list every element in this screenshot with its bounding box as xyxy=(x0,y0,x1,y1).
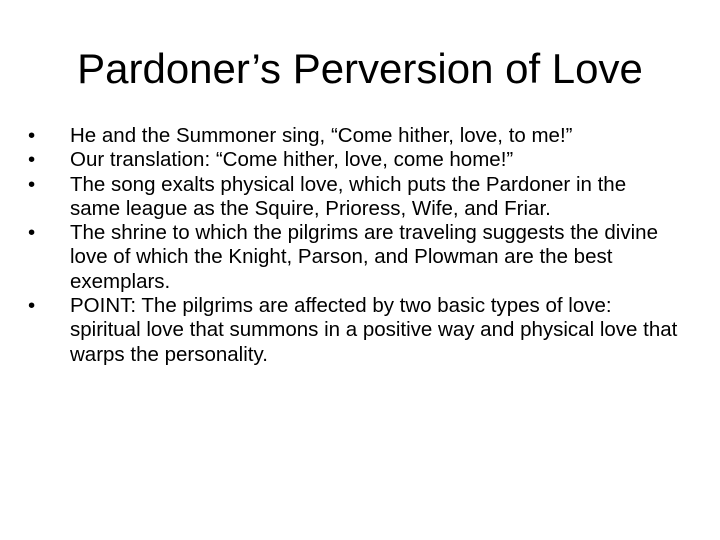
bullet-text: Our translation: “Come hither, love, come home!” xyxy=(70,148,514,172)
bullet-icon: • xyxy=(28,124,36,147)
bullet-item xyxy=(28,124,678,148)
bullet-icon: • xyxy=(28,148,36,172)
bullet-item xyxy=(28,148,678,172)
bullet-icon: • xyxy=(28,172,36,196)
bullet-icon: • xyxy=(28,221,36,245)
slide-title: Pardoner’s Perversion of Love xyxy=(77,45,643,92)
bullet-item xyxy=(28,294,678,367)
bullet-text: The shrine to which the pilgrims are traveling suggests the divine love of which the Knight, Parson, and Plowman are the best exemplars. xyxy=(70,221,658,293)
bullet-item xyxy=(28,221,678,294)
bullet-list xyxy=(28,124,678,367)
bullet-text: He and the Summoner sing, “Come hither, love, to me!” xyxy=(70,124,573,147)
bullet-item xyxy=(28,173,678,222)
bullet-text: The song exalts physical love, which puts the Pardoner in the same league as the Squire, Prioress, Wife, and Friar. xyxy=(70,172,627,220)
bullet-icon: • xyxy=(28,294,36,318)
bullet-text: POINT: The pilgrims are affected by two basic types of love: spiritual love that summons in a positive way and physical love that warps the personality. xyxy=(70,294,678,366)
